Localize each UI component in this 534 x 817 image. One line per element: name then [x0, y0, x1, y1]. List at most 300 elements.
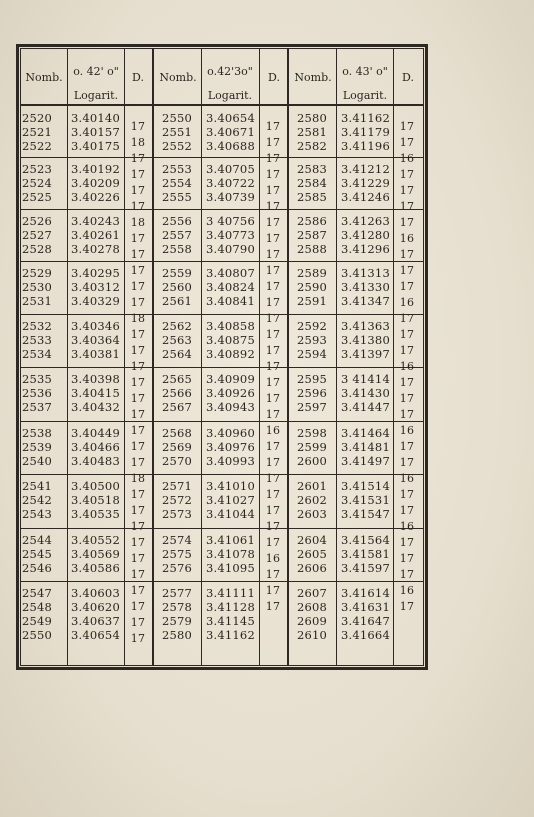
nomb-cell: 2531 — [22, 294, 53, 308]
nomb-cell: 2597 — [297, 400, 328, 414]
difference-cell: 17 — [399, 184, 415, 197]
logarit-cell: 3.40518 — [71, 493, 120, 507]
nomb-cell: 2561 — [162, 294, 193, 308]
nomb-cell: 2573 — [162, 507, 193, 521]
nomb-cell: 2604 — [297, 533, 328, 547]
nomb-cell: 2547 — [22, 586, 53, 600]
difference-cell: 16 — [399, 584, 415, 597]
logarit-cell: 3.40892 — [206, 347, 255, 361]
nomb-cell: 2556 — [162, 214, 193, 228]
difference-cell: 17 — [130, 488, 146, 501]
difference-cell: 17 — [399, 200, 415, 213]
logarit-cell: 3.41564 — [341, 533, 390, 547]
header-nomb-2: Nomb. — [159, 71, 197, 84]
difference-cell: 17 — [399, 568, 415, 581]
nomb-cell: 2560 — [162, 280, 193, 294]
logarit-cell: 3.41162 — [341, 111, 390, 125]
nomb-cell: 2528 — [22, 242, 53, 256]
difference-cell: 17 — [265, 584, 281, 597]
logarit-cell: 3.40226 — [71, 190, 120, 204]
logarit-cell: 3.41111 — [206, 586, 255, 600]
difference-cell: 17 — [399, 328, 415, 341]
logarit-cell: 3.40688 — [206, 139, 255, 153]
logarit-cell: 3.40926 — [206, 386, 255, 400]
group-rule — [20, 261, 152, 262]
logarit-cell: 3.41095 — [206, 561, 255, 575]
nomb-cell: 2548 — [22, 600, 53, 614]
difference-cell: 17 — [130, 360, 146, 373]
nomb-cell: 2564 — [162, 347, 193, 361]
difference-cell: 17 — [265, 264, 281, 277]
nomb-cell: 2578 — [162, 600, 193, 614]
nomb-cell: 2571 — [162, 479, 193, 493]
logarit-cell: 3.41196 — [341, 139, 390, 153]
logarit-cell: 3.40705 — [206, 162, 255, 176]
difference-cell: 17 — [265, 472, 281, 485]
nomb-cell: 2534 — [22, 347, 53, 361]
difference-cell: 17 — [265, 344, 281, 357]
nomb-cell: 2572 — [162, 493, 193, 507]
logarit-cell: 3.41481 — [341, 440, 390, 454]
difference-cell: 17 — [399, 264, 415, 277]
difference-cell: 17 — [265, 232, 281, 245]
difference-cell: 17 — [265, 328, 281, 341]
column-rule-6 — [336, 48, 337, 666]
nomb-cell: 2609 — [297, 614, 328, 628]
nomb-cell: 2562 — [162, 319, 193, 333]
nomb-cell: 2591 — [297, 294, 328, 308]
nomb-cell: 2527 — [22, 228, 53, 242]
nomb-cell: 2544 — [22, 533, 53, 547]
logarit-cell: 3.40739 — [206, 190, 255, 204]
nomb-cell: 2557 — [162, 228, 193, 242]
difference-cell: 17 — [130, 408, 146, 421]
nomb-cell: 2570 — [162, 454, 193, 468]
difference-cell: 18 — [130, 136, 146, 149]
difference-cell: 17 — [265, 488, 281, 501]
difference-cell: 18 — [130, 312, 146, 325]
logarit-cell: 3.40773 — [206, 228, 255, 242]
logarit-cell: 3.41179 — [341, 125, 390, 139]
logarit-cell: 3.41229 — [341, 176, 390, 190]
logarit-cell: 3.40432 — [71, 400, 120, 414]
nomb-cell: 2524 — [22, 176, 53, 190]
logarit-cell: 3.41547 — [341, 507, 390, 521]
nomb-cell: 2550 — [22, 628, 53, 642]
nomb-cell: 2535 — [22, 372, 53, 386]
logarit-cell: 3.40620 — [71, 600, 120, 614]
difference-cell: 17 — [265, 216, 281, 229]
logarit-cell: 3.40192 — [71, 162, 120, 176]
nomb-cell: 2545 — [22, 547, 53, 561]
nomb-cell: 2580 — [162, 628, 193, 642]
nomb-cell: 2605 — [297, 547, 328, 561]
header-d-2: D. — [268, 71, 280, 84]
difference-cell: 17 — [130, 568, 146, 581]
logarit-cell: 3.41597 — [341, 561, 390, 575]
difference-cell: 17 — [399, 216, 415, 229]
logarit-cell: 3.40381 — [71, 347, 120, 361]
logarit-cell: 3.40398 — [71, 372, 120, 386]
column-rule-5 — [287, 48, 289, 666]
header-logarit-2: Logarit. — [207, 89, 253, 102]
nomb-cell: 2577 — [162, 586, 193, 600]
nomb-cell: 2601 — [297, 479, 328, 493]
difference-cell: 17 — [399, 248, 415, 261]
nomb-cell: 2539 — [22, 440, 53, 454]
nomb-cell: 2574 — [162, 533, 193, 547]
nomb-cell: 2530 — [22, 280, 53, 294]
nomb-cell: 2585 — [297, 190, 328, 204]
difference-cell: 17 — [399, 456, 415, 469]
difference-cell: 17 — [265, 168, 281, 181]
difference-cell: 17 — [130, 424, 146, 437]
nomb-cell: 2602 — [297, 493, 328, 507]
group-rule — [153, 421, 287, 422]
difference-cell: 17 — [399, 600, 415, 613]
difference-cell: 17 — [130, 200, 146, 213]
column-rule-0 — [67, 48, 68, 666]
difference-cell: 17 — [265, 408, 281, 421]
difference-cell: 17 — [130, 264, 146, 277]
logarit-cell: 3.41212 — [341, 162, 390, 176]
column-rule-1 — [124, 48, 125, 666]
difference-cell: 17 — [130, 152, 146, 165]
nomb-cell: 2558 — [162, 242, 193, 256]
nomb-cell: 2549 — [22, 614, 53, 628]
difference-cell: 17 — [399, 344, 415, 357]
nomb-cell: 2603 — [297, 507, 328, 521]
header-logarit-1: Logarit. — [73, 89, 119, 102]
logarit-cell: 3.40654 — [206, 111, 255, 125]
logarit-cell: 3.40243 — [71, 214, 120, 228]
header-angle-3: o. 43' o" — [342, 65, 388, 78]
logarit-cell: 3.40500 — [71, 479, 120, 493]
difference-cell: 16 — [399, 360, 415, 373]
nomb-cell: 2595 — [297, 372, 328, 386]
nomb-cell: 2551 — [162, 125, 193, 139]
logarit-cell: 3.41128 — [206, 600, 255, 614]
difference-cell: 17 — [265, 280, 281, 293]
nomb-cell: 2587 — [297, 228, 328, 242]
difference-cell: 17 — [265, 136, 281, 149]
nomb-cell: 2583 — [297, 162, 328, 176]
logarit-cell: 3.40722 — [206, 176, 255, 190]
group-rule — [288, 581, 424, 582]
logarit-cell: 3.41145 — [206, 614, 255, 628]
logarit-cell: 3.40586 — [71, 561, 120, 575]
logarit-cell: 3.41514 — [341, 479, 390, 493]
difference-cell: 17 — [130, 552, 146, 565]
nomb-cell: 2566 — [162, 386, 193, 400]
group-rule — [20, 581, 152, 582]
group-rule — [153, 581, 287, 582]
nomb-cell: 2526 — [22, 214, 53, 228]
difference-cell: 16 — [399, 472, 415, 485]
difference-cell: 16 — [399, 232, 415, 245]
difference-cell: 17 — [130, 536, 146, 549]
difference-cell: 17 — [399, 488, 415, 501]
header-angle-1: o. 42' o" — [73, 65, 119, 78]
nomb-cell: 2543 — [22, 507, 53, 521]
difference-cell: 17 — [399, 136, 415, 149]
difference-cell: 16 — [399, 152, 415, 165]
nomb-cell: 2606 — [297, 561, 328, 575]
column-rule-3 — [201, 48, 202, 666]
header-d-1: D. — [132, 71, 144, 84]
difference-cell: 17 — [130, 376, 146, 389]
nomb-cell: 2600 — [297, 454, 328, 468]
nomb-cell: 2584 — [297, 176, 328, 190]
logarit-cell: 3.40943 — [206, 400, 255, 414]
nomb-cell: 2588 — [297, 242, 328, 256]
difference-cell: 17 — [399, 168, 415, 181]
difference-cell: 17 — [265, 248, 281, 261]
difference-cell: 17 — [265, 504, 281, 517]
nomb-cell: 2590 — [297, 280, 328, 294]
difference-cell: 17 — [265, 392, 281, 405]
difference-cell: 17 — [399, 280, 415, 293]
difference-cell: 17 — [130, 392, 146, 405]
logarit-cell: 3.41280 — [341, 228, 390, 242]
difference-cell: 17 — [399, 392, 415, 405]
difference-cell: 17 — [265, 600, 281, 613]
nomb-cell: 2579 — [162, 614, 193, 628]
logarit-cell: 3.40976 — [206, 440, 255, 454]
logarit-cell: 3.40569 — [71, 547, 120, 561]
difference-cell: 18 — [130, 216, 146, 229]
nomb-cell: 2594 — [297, 347, 328, 361]
difference-cell: 17 — [265, 296, 281, 309]
header-rule — [20, 104, 424, 106]
logarit-cell: 3.40858 — [206, 319, 255, 333]
nomb-cell: 2607 — [297, 586, 328, 600]
logarit-cell: 3.40312 — [71, 280, 120, 294]
header-logarit-3: Logarit. — [342, 89, 388, 102]
difference-cell: 17 — [130, 504, 146, 517]
nomb-cell: 2575 — [162, 547, 193, 561]
nomb-cell: 2592 — [297, 319, 328, 333]
logarit-cell: 3.41010 — [206, 479, 255, 493]
difference-cell: 18 — [130, 472, 146, 485]
header-d-3: D. — [402, 71, 414, 84]
logarit-cell: 3.40278 — [71, 242, 120, 256]
logarit-cell: 3.40790 — [206, 242, 255, 256]
difference-cell: 16 — [399, 296, 415, 309]
logarit-cell: 3.40449 — [71, 426, 120, 440]
logarit-cell: 3.41647 — [341, 614, 390, 628]
nomb-cell: 2538 — [22, 426, 53, 440]
column-rule-4 — [259, 48, 260, 666]
logarit-cell: 3.40466 — [71, 440, 120, 454]
difference-cell: 17 — [130, 280, 146, 293]
difference-cell: 17 — [399, 440, 415, 453]
logarit-cell: 3.41464 — [341, 426, 390, 440]
difference-cell: 16 — [399, 520, 415, 533]
difference-cell: 17 — [130, 520, 146, 533]
difference-cell: 16 — [265, 424, 281, 437]
difference-cell: 17 — [130, 248, 146, 261]
nomb-cell: 2550 — [162, 111, 193, 125]
nomb-cell: 2582 — [297, 139, 328, 153]
logarit-cell: 3.41664 — [341, 628, 390, 642]
difference-cell: 17 — [130, 440, 146, 453]
difference-cell: 17 — [399, 312, 415, 325]
logarit-cell: 3.40552 — [71, 533, 120, 547]
logarit-cell: 3.41347 — [341, 294, 390, 308]
column-rule-2 — [152, 48, 154, 666]
nomb-cell: 2520 — [22, 111, 53, 125]
logarit-cell: 3.41447 — [341, 400, 390, 414]
nomb-cell: 2559 — [162, 266, 193, 280]
logarit-cell: 3.40295 — [71, 266, 120, 280]
nomb-cell: 2596 — [297, 386, 328, 400]
logarit-cell: 3.40603 — [71, 586, 120, 600]
logarit-cell: 3.41531 — [341, 493, 390, 507]
logarit-cell: 3.40209 — [71, 176, 120, 190]
difference-cell: 17 — [265, 200, 281, 213]
nomb-cell: 2533 — [22, 333, 53, 347]
difference-cell: 16 — [399, 424, 415, 437]
group-rule — [288, 261, 424, 262]
nomb-cell: 2598 — [297, 426, 328, 440]
difference-cell: 17 — [265, 312, 281, 325]
logarit-cell: 3.41581 — [341, 547, 390, 561]
nomb-cell: 2567 — [162, 400, 193, 414]
difference-cell: 17 — [399, 536, 415, 549]
nomb-cell: 2589 — [297, 266, 328, 280]
nomb-cell: 2581 — [297, 125, 328, 139]
logarit-cell: 3.40329 — [71, 294, 120, 308]
logarit-cell: 3.40671 — [206, 125, 255, 139]
difference-cell: 17 — [399, 376, 415, 389]
logarit-cell: 3.41296 — [341, 242, 390, 256]
nomb-cell: 2610 — [297, 628, 328, 642]
difference-cell: 17 — [399, 408, 415, 421]
logarit-cell: 3.40960 — [206, 426, 255, 440]
nomb-cell: 2593 — [297, 333, 328, 347]
logarit-cell: 3.40415 — [71, 386, 120, 400]
logarit-cell: 3.40875 — [206, 333, 255, 347]
difference-cell: 17 — [130, 456, 146, 469]
nomb-cell: 2563 — [162, 333, 193, 347]
difference-cell: 17 — [130, 632, 146, 645]
nomb-cell: 2552 — [162, 139, 193, 153]
difference-cell: 17 — [265, 456, 281, 469]
logarit-cell: 3.41363 — [341, 319, 390, 333]
difference-cell: 17 — [130, 296, 146, 309]
nomb-cell: 2608 — [297, 600, 328, 614]
difference-cell: 17 — [130, 232, 146, 245]
difference-cell: 17 — [130, 184, 146, 197]
logarit-cell: 3.40175 — [71, 139, 120, 153]
nomb-cell: 2569 — [162, 440, 193, 454]
logarit-cell: 3.40364 — [71, 333, 120, 347]
logarit-cell: 3.41162 — [206, 628, 255, 642]
difference-cell: 17 — [265, 568, 281, 581]
nomb-cell: 2525 — [22, 190, 53, 204]
logarit-cell: 3.40637 — [71, 614, 120, 628]
nomb-cell: 2523 — [22, 162, 53, 176]
logarit-cell: 3.40535 — [71, 507, 120, 521]
logarit-cell: 3.41313 — [341, 266, 390, 280]
difference-cell: 17 — [399, 552, 415, 565]
difference-cell: 17 — [265, 184, 281, 197]
difference-cell: 17 — [130, 168, 146, 181]
header-nomb-3: Nomb. — [294, 71, 332, 84]
logarit-cell: 3.41397 — [341, 347, 390, 361]
difference-cell: 17 — [399, 120, 415, 133]
header-angle-2: o.42'3o" — [207, 65, 253, 78]
nomb-cell: 2586 — [297, 214, 328, 228]
nomb-cell: 2554 — [162, 176, 193, 190]
logarit-cell: 3.40807 — [206, 266, 255, 280]
logarit-cell: 3.41380 — [341, 333, 390, 347]
nomb-cell: 2521 — [22, 125, 53, 139]
logarit-cell: 3.40261 — [71, 228, 120, 242]
nomb-cell: 2537 — [22, 400, 53, 414]
group-rule — [20, 421, 152, 422]
difference-cell: 17 — [265, 440, 281, 453]
logarit-cell: 3.40654 — [71, 628, 120, 642]
difference-cell: 17 — [130, 584, 146, 597]
header-nomb-1: Nomb. — [25, 71, 63, 84]
logarit-cell: 3.40841 — [206, 294, 255, 308]
nomb-cell: 2565 — [162, 372, 193, 386]
logarit-cell: 3.41330 — [341, 280, 390, 294]
nomb-cell: 2568 — [162, 426, 193, 440]
logarit-cell: 3.41263 — [341, 214, 390, 228]
logarit-cell: 3.40346 — [71, 319, 120, 333]
nomb-cell: 2532 — [22, 319, 53, 333]
logarit-cell: 3.41044 — [206, 507, 255, 521]
difference-cell: 16 — [265, 552, 281, 565]
nomb-cell: 2529 — [22, 266, 53, 280]
nomb-cell: 2540 — [22, 454, 53, 468]
nomb-cell: 2546 — [22, 561, 53, 575]
logarit-cell: 3.41430 — [341, 386, 390, 400]
difference-cell: 17 — [265, 520, 281, 533]
logarit-cell: 3.41027 — [206, 493, 255, 507]
nomb-cell: 2576 — [162, 561, 193, 575]
logarit-cell: 3.40140 — [71, 111, 120, 125]
difference-cell: 17 — [130, 328, 146, 341]
nomb-cell: 2536 — [22, 386, 53, 400]
logarit-cell: 3.40483 — [71, 454, 120, 468]
logarit-cell: 3.40909 — [206, 372, 255, 386]
logarit-cell: 3.41061 — [206, 533, 255, 547]
difference-cell: 17 — [265, 536, 281, 549]
logarit-cell: 3.41246 — [341, 190, 390, 204]
logarit-cell: 3 41414 — [341, 372, 390, 386]
group-rule — [288, 421, 424, 422]
column-rule-7 — [393, 48, 394, 666]
difference-cell: 17 — [265, 376, 281, 389]
logarit-cell: 3.40824 — [206, 280, 255, 294]
nomb-cell: 2599 — [297, 440, 328, 454]
group-rule — [153, 261, 287, 262]
difference-cell: 17 — [399, 504, 415, 517]
nomb-cell: 2555 — [162, 190, 193, 204]
difference-cell: 17 — [130, 600, 146, 613]
difference-cell: 17 — [265, 360, 281, 373]
nomb-cell: 2580 — [297, 111, 328, 125]
nomb-cell: 2541 — [22, 479, 53, 493]
logarit-cell: 3.41078 — [206, 547, 255, 561]
logarit-cell: 3.41614 — [341, 586, 390, 600]
logarit-cell: 3 40756 — [206, 214, 255, 228]
logarit-cell: 3.41497 — [341, 454, 390, 468]
